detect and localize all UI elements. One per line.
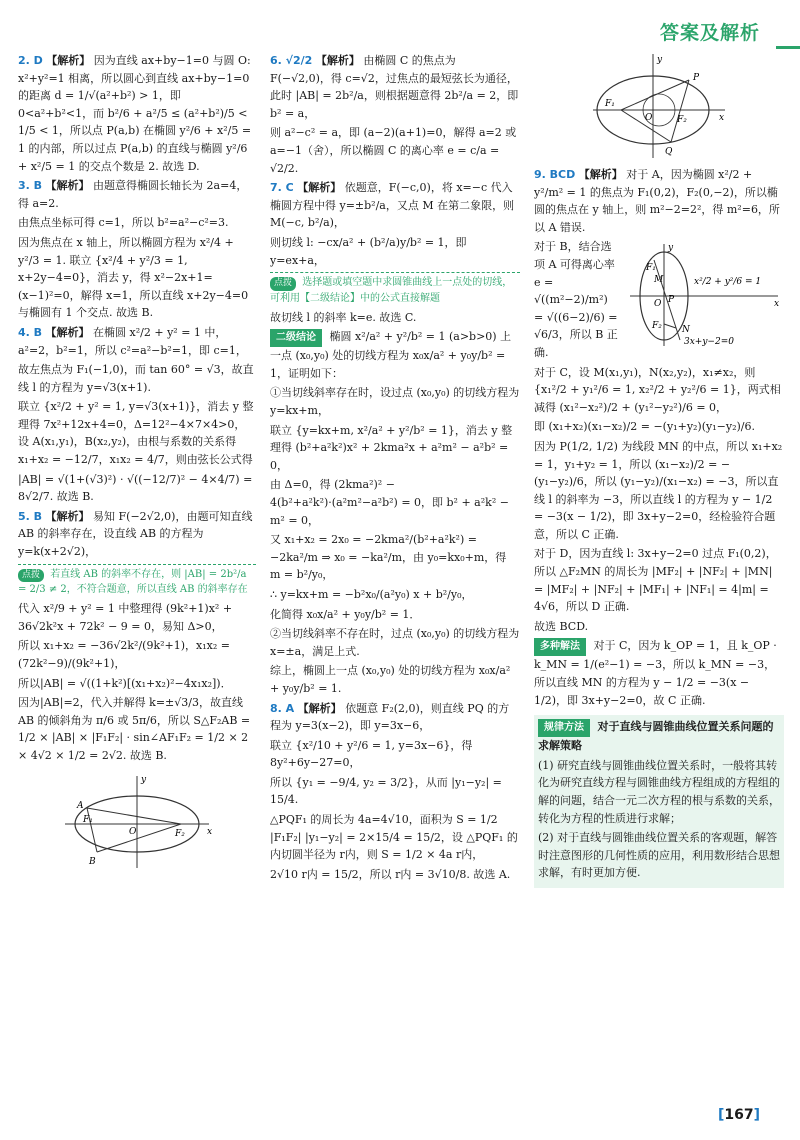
- q9-line-2: 对于 B，结合选项 A 可得离心率 e = √((m²−2)/m²) = √((6−2)/6) = √6/3，所以 B 正确.: [534, 240, 618, 359]
- page-number-bracket-right: ]: [753, 1106, 760, 1123]
- column-right: [534, 52, 784, 1104]
- q7-tip-note: [270, 272, 520, 306]
- q3-block: [18, 177, 256, 212]
- label-f2: F₂: [175, 829, 185, 840]
- q5-ellipse-figure: [57, 772, 217, 872]
- page-number-value: 167: [724, 1106, 754, 1123]
- multi-method-text: 对于 C，因为 k_OP = 1，且 k_OP · k_MN = 1/(e²−1) = −3，所以 k_MN = −3，所以直线 MN 的方程为 y − 1/2 = −3(x − 1/2)，即 3x+y−2=0，故 C 正确.: [534, 639, 777, 707]
- q9-ellipse-figure: [624, 240, 784, 350]
- rule-method-badge: 规律方法: [538, 719, 590, 737]
- q4-line-1: 在椭圆 x²/2 + y² = 1 中，a²=2，b²=1，所以 c²=a²−b²=1，即 c=1，: [18, 325, 247, 357]
- label-x: x: [774, 299, 780, 310]
- q9-tag: 【解析】: [578, 168, 623, 181]
- label-f2: F₂: [652, 321, 662, 332]
- secondary-conclusion-badge: 二级结论: [270, 329, 322, 347]
- q7-line-3: 故切线 l 的斜率 k=e. 故选 C.: [270, 310, 417, 324]
- label-f1: F₁: [646, 263, 656, 274]
- sec-line-9: 综上，椭圆上一点 (x₀,y₀) 处的切线方程为 x₀x/a² + y₀y/b² = 1.: [270, 664, 511, 695]
- rule-method-title: 对于直线与圆锥曲线位置关系问题的求解策略: [538, 720, 774, 753]
- q8-block: [270, 700, 520, 735]
- q9-line-7: 故选 BCD.: [534, 619, 589, 633]
- label-p: P: [668, 295, 675, 306]
- q7-block: [270, 179, 520, 232]
- column-middle: [270, 52, 520, 1104]
- sec-line-5: 又 x₁+x₂ = 2x₀ = −2kma²/(b²+a²k²) = −2ka²/m ⇒ x₀ = −ka²/m，由 y₀=kx₀+m，得 m = b²/y₀，: [270, 533, 507, 582]
- rule-line-1: (1) 研究直线与圆锥曲线位置关系时，一般将其转化为研究直线方程与圆锥曲线方程组成的方程组的解的问题，结合一元二次方程的根与系数的关系，转化为方程的性质进行求解；: [538, 758, 780, 825]
- sec-line-8: ②当切线斜率不存在时，过点 (x₀,y₀) 的切线方程为 x=±a，满足上式.: [270, 627, 520, 658]
- q9-line-1: 对于 A，因为椭圆 x²/2 + y²/m² = 1 的焦点为 F₁(0,2)，F₂(0,−2)，所以椭圆的焦点在 y 轴上，则 m²−2=2²，得 m²=6，所以 A 错误.: [534, 168, 780, 234]
- q6-block: [270, 52, 520, 122]
- q5-line-2: 代入 x²/9 + y² = 1 中整理得 (9k²+1)x² + 36√2k²x + 72k² − 9 = 0，易知 Δ>0，: [18, 602, 233, 633]
- q8-number: 8. A: [270, 701, 295, 715]
- label-x: x: [719, 113, 725, 123]
- q6-line-2: 则 a²−c² = a，即 (a−2)(a+1)=0，解得 a=2 或 a=−1（舍），所以椭圆 C 的离心率 e = c/a = √2/2.: [270, 126, 517, 175]
- label-f1: F₁: [83, 815, 93, 826]
- q3-line-2: 由焦点坐标可得 c=1，所以 b²=a²−c²=3.: [18, 216, 229, 230]
- page-number: [718, 1104, 760, 1126]
- q4-number: 4. B: [18, 325, 43, 339]
- label-line-eq: 3x+y−2=0: [684, 337, 734, 348]
- page-header-title: 答案及解析: [659, 22, 760, 44]
- q9-line-3: 对于 C，设 M(x₁,y₁)，N(x₂,y₂)，x₁≠x₂，则 {x₁²/2 + y₁²/6 = 1, x₂²/2 + y₂²/6 = 1}，两式相减得 (x₁²−x₂²)/2 + (y₁²−y₂²)/6 = 0，: [534, 365, 781, 414]
- q6-tag: 【解析】: [315, 54, 360, 67]
- q5-tag: 【解析】: [45, 509, 90, 523]
- label-q: Q: [665, 147, 673, 157]
- q2-block: [18, 52, 256, 175]
- q9-line-5: 因为 P(1/2, 1/2) 为线段 MN 的中点，所以 x₁+x₂ = 1，y₁+y₂ = 1，所以 (x₁−x₂)/2 = −(y₁−y₂)/6，所以 (y₁−y₂)/(x₁−x₂) = −3，所以直线 l 的斜率为 −3，所以直线 l 的方程为 y − 1/2 = −3(x − 1/2)，即 3x+y−2=0，经检验符合题意，所以 C 正确.: [534, 439, 783, 541]
- q5-block: [18, 508, 256, 561]
- sec-line-6: ∴ y=kx+m = −b²x₀/(a²y₀) x + b²/y₀，: [270, 587, 473, 601]
- sec-line-4: 由 Δ=0，得 (2kma²)² − 4(b²+a²k²)·(a²m²−a²b²) = 0，即 b² + a²k² − m² = 0，: [270, 478, 509, 527]
- label-m: M: [654, 275, 664, 286]
- q8-ellipse-figure: [589, 52, 729, 162]
- q3-number: 3. B: [18, 179, 43, 193]
- segment-f1p: [621, 80, 689, 110]
- q5-line-1: 易知 F(−2√2,0)，由题可知直线 AB 的斜率存在，设直线 AB 的方程为 y=k(x+2√2)，: [18, 509, 253, 559]
- rule-method-header: [538, 718, 780, 755]
- label-o: O: [129, 827, 137, 838]
- q5-tip-badge: 点拨: [18, 569, 44, 583]
- q5-line-3: 所以 x₁+x₂ = −36√2k²/(9k²+1)，x₁x₂ = (72k²−9)/(9k²+1)，: [18, 639, 230, 670]
- sec-line-7: 化简得 x₀x/a² + y₀y/b² = 1．: [270, 607, 421, 621]
- q2-text: 因为直线 ax+by−1=0 与圆 O: x²+y²=1 相离，所以圆心到直线 ax+by−1=0 的距离 d = 1/√(a²+b²) > 1，即 0<a²+b²<1，而 b²/6 + a²/5 ≤ (a²+b²)/5 < 1/5 < 1，所以点 P(a,b) 在椭圆 y²/6 + x²/5 = 1 的内部，所以过点 P(a,b) 的直线与椭圆 y²/6 + x²/5 = 1 的交点个数是 2. 故选 D.: [18, 54, 252, 173]
- label-f1: F₁: [605, 99, 615, 109]
- q9-number: 9. BCD: [534, 168, 576, 181]
- header-accent-bar: [776, 46, 800, 49]
- q8-line-2: 联立 {x²/10 + y²/6 = 1, y=3x−6}，得 8y²+6y−27=0，: [270, 738, 473, 770]
- label-y: y: [657, 55, 663, 65]
- q7-tag: 【解析】: [297, 181, 342, 195]
- q8-line-3: 所以 {y₁ = −9/4, y₂ = 3/2}，从而 |y₁−y₂| = 15/4.: [270, 775, 502, 807]
- multi-method-block: [534, 637, 784, 709]
- q5-line-5: 因为|AB|=2，代入并解得 k=±√3/3，故直线 AB 的倾斜角为 π/6 或 5π/6，所以 S△F₂AB = 1/2 × |AB| × |F₁F₂| · sin∠AF₁F₂ = 1/2 × 2 × 4√2 × 1/2 = 2√2. 故选 B.: [18, 696, 251, 762]
- q4-line-3: 联立 {x²/2 + y² = 1, y=√3(x+1)}，消去 y 整理得 7x²+12x+4=0，Δ=12²−4×7×4>0，设 A(x₁,y₁)，B(x₂,y₂)，由根与系数的关系得 x₁+x₂ = −12/7，x₁x₂ = 4/7，则由弦长公式得: [18, 400, 254, 467]
- q5-tip-text: 若直线 AB 的斜率不存在，则 |AB| = 2b²/a = 2/3 ≠ 2，不符合题意，所以直线 AB 的斜率存在: [18, 568, 248, 596]
- rule-method-box: [534, 715, 784, 888]
- q6-line-1: 由椭圆 C 的焦点为 F(−√2,0)，得 c=√2，过焦点的最短弦长为通径，此时 |AB| = 2b²/a，则根据题意得 2b²/a = 2，即 b² = a，: [270, 54, 519, 120]
- label-n: N: [682, 325, 690, 336]
- secondary-conclusion-block: [270, 328, 520, 382]
- q8-tag: 【解析】: [297, 701, 342, 715]
- column-left: [18, 52, 256, 1104]
- label-y: y: [668, 243, 674, 254]
- multi-method-badge: 多种解法: [534, 638, 586, 656]
- q9-block: [534, 166, 784, 236]
- q7-line-2: 则切线 l: −cx/a² + (b²/a)y/b² = 1，即 y=ex+a，: [270, 235, 467, 267]
- label-y: y: [141, 775, 147, 786]
- sec-line-3: 联立 {y=kx+m, x²/a² + y²/b² = 1}，消去 y 整理得 (b²+a²k²)x² + 2kma²x + a²m² − a²b² = 0，: [270, 423, 513, 472]
- label-p: P: [693, 73, 700, 83]
- q7-tip-badge: 点拨: [270, 277, 296, 291]
- q4-tag: 【解析】: [45, 325, 90, 339]
- page-number-bracket-left: [: [717, 1106, 725, 1123]
- sec-line-1: 椭圆 x²/a² + y²/b² = 1 (a>b>0) 上一点 (x₀,y₀) 处的切线方程为 x₀x/a² + y₀y/b² = 1，证明如下：: [270, 330, 512, 380]
- q3-tag: 【解析】: [45, 179, 90, 193]
- q4-block: [18, 324, 256, 359]
- rule-line-2: (2) 对于直线与圆锥曲线位置关系的客观题，解答时注意图形的几何性质的应用，利用数形结合思想求解，有时更加方便.: [538, 831, 780, 880]
- q6-number: 6. √2/2: [270, 54, 313, 67]
- q7-number: 7. C: [270, 181, 294, 195]
- q9-line-6: 对于 D，因为直线 l: 3x+y−2=0 过点 F₁(0,2)，所以 △F₂MN 的周长为 |MF₂| + |NF₂| + |MN| = |MF₂| + |NF₂| + |MF₁| + |NF₁| = 4|m| = 4√6，所以 D 正确.: [534, 547, 777, 614]
- q4-line-2: 故左焦点为 F₁(−1,0)，而 tan 60° = √3，故直线 l 的方程为 y=√3(x+1).: [18, 363, 254, 394]
- label-b: B: [89, 857, 96, 868]
- q5-tip-note: [18, 564, 256, 598]
- sec-line-2: ①当切线斜率存在时，设过点 (x₀,y₀) 的切线方程为 y=kx+m，: [270, 386, 520, 417]
- q4-line-4: |AB| = √(1+(√3)²) · √((−12/7)² − 4×4/7) = 8√2/7. 故选 B.: [18, 472, 253, 504]
- q5-number: 5. B: [18, 509, 43, 523]
- q9-line-4: 即 (x₁+x₂)(x₁−x₂)/2 = −(y₁+y₂)(y₁−y₂)/6.: [534, 420, 755, 434]
- q2-number: 2. D: [18, 54, 43, 67]
- q3-line-3: 因为焦点在 x 轴上，所以椭圆方程为 x²/4 + y²/3 = 1. 联立 {x²/4 + y²/3 = 1, x+2y−4=0}，消去 y，得 x²−2x+1=(x−1)²=0，解得 x=1，所以直线 x+2y−4=0 与椭圆有 1 个交点. 故选 B.: [18, 235, 249, 320]
- chord-pq: [671, 80, 689, 142]
- label-x: x: [207, 827, 213, 838]
- segment-af2: [87, 808, 181, 824]
- q5-line-4: 所以|AB| = √((1+k²)[(x₁+x₂)²−4x₁x₂])．: [18, 676, 232, 690]
- q3-line-1: 由题意得椭圆长轴长为 2a=4，得 a=2.: [18, 179, 248, 210]
- label-o: O: [645, 113, 653, 123]
- q8-line-1: 依题意 F₂(2,0)，则直线 PQ 的方程为 y=3(x−2)，即 y=3x−6，: [270, 701, 510, 733]
- label-a: A: [77, 801, 84, 812]
- q7-line-1: 依题意，F(−c,0)，将 x=−c 代入椭圆方程中得 y=±b²/a，又点 M 在第二象限，则 M(−c, b²/a)，: [270, 181, 515, 230]
- label-f2: F₂: [677, 115, 687, 125]
- label-o: O: [654, 299, 662, 310]
- q8-line-4: △PQF₁ 的周长为 4a=4√10，面积为 S = 1/2 |F₁F₂| |y₁−y₂| = 2×15/4 = 15/2，设 △PQF₁ 的内切圆半径为 r内，则 S = 1/2 × 4a r内，: [270, 813, 518, 862]
- label-ellipse-eq: x²/2 + y²/6 = 1: [694, 277, 762, 288]
- q8-line-5: 2√10 r内 = 15/2，所以 r内 = 3√10/8. 故选 A.: [270, 867, 511, 881]
- q2-tag: 【解析】: [46, 54, 91, 67]
- q7-tip-text: 选择题或填空题中求圆锥曲线上一点处的切线，可利用【二级结论】中的公式直接解题: [270, 277, 513, 304]
- segment-mf2: [664, 324, 676, 328]
